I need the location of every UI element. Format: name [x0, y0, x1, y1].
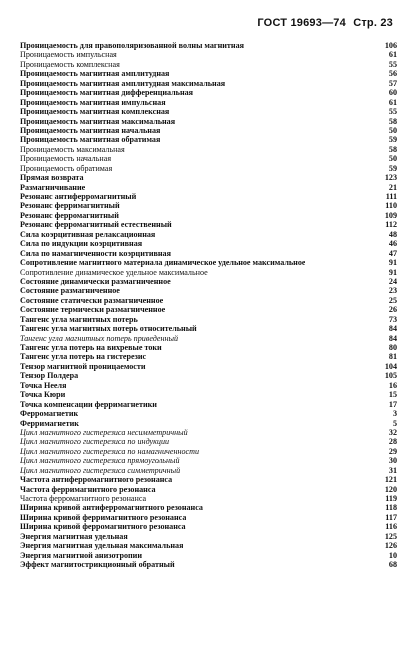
index-entry: [20, 334, 397, 343]
index-term-number: 61: [388, 97, 397, 107]
index-term: Резонанс ферримагнитный: [20, 201, 120, 211]
index-term-number: 91: [388, 267, 397, 277]
index-term-number: 109: [384, 210, 397, 220]
index-entry: [20, 305, 397, 314]
index-term: Состояние статически размагниченное: [20, 295, 164, 305]
index-entry: [20, 220, 397, 229]
index-term: Прямая возврата: [20, 173, 84, 183]
index-term: Проницаемость начальная: [20, 154, 112, 164]
index-term-number: 105: [384, 371, 397, 381]
index-term: Ширина кривой антиферромагнитного резонанса: [20, 503, 203, 513]
index-term-number: 24: [388, 276, 397, 286]
index-entry: [20, 268, 397, 277]
index-term-number: 84: [388, 333, 397, 343]
index-term: Тензор Полдера: [20, 371, 79, 381]
index-term-number: 112: [385, 220, 397, 230]
index-entry: [20, 485, 397, 494]
index-entry: [20, 475, 397, 484]
index-entry: [20, 419, 397, 428]
index-entry: [20, 201, 397, 210]
index-term: Тангенс угла потерь на гистерезис: [20, 352, 147, 362]
index-term-number: 104: [384, 361, 397, 371]
index-term-number: 28: [388, 437, 397, 447]
index-entry: [20, 173, 397, 182]
index-term-number: 25: [388, 295, 397, 305]
index-term-number: 116: [385, 522, 397, 532]
index-entry: [20, 362, 397, 371]
index-entry: [20, 494, 397, 503]
index-entry: [20, 551, 397, 560]
index-term-number: 17: [388, 399, 397, 409]
index-term: Ширина кривой ферримагнитного резонанса: [20, 512, 187, 522]
index-term-number: 31: [388, 465, 397, 475]
index-term-number: 111: [385, 192, 397, 201]
index-entry: [20, 135, 397, 144]
index-entry: [20, 381, 397, 390]
index-entry: [20, 503, 397, 512]
index-term: Проницаемость обратимая: [20, 163, 113, 173]
index-term: Цикл магнитного гистерезиса по индукции: [20, 437, 170, 447]
index-term-number: 68: [388, 560, 397, 570]
index-term-number: 46: [388, 239, 397, 249]
index-term: Сила по намагниченности коэрцитивная: [20, 248, 171, 258]
index-entry: [20, 249, 397, 258]
index-term-number: 5: [392, 418, 397, 428]
index-term: Резонанс антиферромагнитный: [20, 192, 137, 201]
index-entry: [20, 69, 397, 78]
index-term-number: 110: [385, 201, 397, 211]
index-entry: [20, 98, 397, 107]
index-term: Состояние динамически размагниченное: [20, 276, 171, 286]
index-term-number: 48: [388, 229, 397, 239]
index-entry: [20, 126, 397, 135]
index-entry: [20, 192, 397, 201]
index-entry: [20, 79, 397, 88]
index-term-number: 118: [385, 503, 397, 513]
index-term-number: 60: [388, 88, 397, 98]
index-term: Точка Кюри: [20, 390, 66, 400]
index-entry: [20, 352, 397, 361]
index-term-number: 117: [385, 512, 397, 522]
index-term-number: 123: [384, 173, 397, 183]
index-term-number: 126: [384, 541, 397, 551]
index-term-number: 26: [388, 305, 397, 315]
index-entry: [20, 164, 397, 173]
index-term: Сила по индукции коэрцитивная: [20, 239, 143, 249]
index-term: Резонанс ферромагнитный: [20, 210, 119, 220]
index-entry: [20, 343, 397, 352]
index-term-number: 32: [388, 427, 397, 437]
index-term-number: 59: [388, 135, 397, 145]
index-term-number: 59: [388, 163, 397, 173]
index-entry: [20, 60, 397, 69]
index-term: Цикл магнитного гистерезиса прямоугольный: [20, 456, 180, 466]
index-entry: [20, 315, 397, 324]
index-entry: [20, 447, 397, 456]
index-entry: [20, 286, 397, 295]
index-term: Проницаемость для правополяризованной волны магнитная: [20, 41, 245, 50]
index-entry: [20, 145, 397, 154]
index-term: Проницаемость магнитная начальная: [20, 125, 161, 135]
index-term: Энергия магнитная удельная максимальная: [20, 541, 184, 551]
index-term-number: 73: [388, 314, 397, 324]
index-entry: [20, 513, 397, 522]
index-entry: [20, 183, 397, 192]
index-entry: [20, 522, 397, 531]
index-entry: [20, 409, 397, 418]
index-term: Частота ферромагнитного резонанса: [20, 494, 147, 503]
index-term: Сопротивление динамическое удельное максимальное: [20, 267, 208, 277]
index-entry: [20, 532, 397, 541]
index-term: Состояние размагниченное: [20, 286, 120, 296]
index-entry: [20, 428, 397, 437]
index-term: Ширина кривой ферромагнитного резонанса: [20, 522, 186, 532]
index-term: Цикл магнитного гистерезиса по намагниченности: [20, 446, 200, 456]
index-term: Проницаемость магнитная обратимая: [20, 135, 161, 145]
index-term-number: 55: [388, 107, 397, 117]
index-term: Проницаемость магнитная импульсная: [20, 97, 166, 107]
index-term: Энергия магнитная удельная: [20, 531, 128, 541]
index-term-number: 30: [388, 456, 397, 466]
index-term: Размагничивание: [20, 182, 86, 192]
index-term-number: 80: [388, 343, 397, 352]
index-term: Проницаемость максимальная: [20, 144, 125, 154]
index-term: Резонанс ферромагнитный естественный: [20, 220, 172, 230]
index-term: Эффект магнитострикционный обратный: [20, 560, 175, 570]
index-entry: [20, 437, 397, 446]
index-term-number: 16: [388, 380, 397, 390]
index-term-number: 3: [392, 409, 397, 419]
index-entry: [20, 560, 397, 569]
term-index-list: [20, 41, 397, 570]
index-term-number: 56: [388, 69, 397, 79]
index-term-number: 15: [388, 390, 397, 400]
index-term: Тангенс угла потерь на вихревые токи: [20, 343, 162, 352]
index-entry: [20, 88, 397, 97]
index-term: Проницаемость магнитная дифференциальная: [20, 88, 194, 98]
index-term: Сила коэрцитивная релаксационная: [20, 229, 156, 239]
index-term: Частота ферримагнитного резонанса: [20, 484, 156, 494]
index-term-number: 84: [388, 324, 397, 334]
page-header: [257, 17, 393, 29]
index-term: Тангенс угла магнитных потерь относительный: [20, 324, 197, 334]
index-term: Тангенс угла магнитных потерь приведенный: [20, 333, 179, 343]
index-term-number: 61: [388, 50, 397, 60]
index-entry: [20, 107, 397, 116]
index-term-number: 47: [388, 248, 397, 258]
index-entry: [20, 390, 397, 399]
index-term: Частота антиферромагнитного резонанса: [20, 475, 173, 485]
index-entry: [20, 324, 397, 333]
index-entry: [20, 466, 397, 475]
index-term: Ферромагнетик: [20, 409, 79, 419]
index-entry: [20, 400, 397, 409]
index-term: Проницаемость импульсная: [20, 50, 117, 60]
index-entry: [20, 154, 397, 163]
index-term-number: 81: [388, 352, 397, 362]
index-term: Ферримагнетик: [20, 418, 79, 428]
index-entry: [20, 258, 397, 267]
index-term-number: 23: [388, 286, 397, 296]
index-term-number: 50: [388, 125, 397, 135]
index-entry: [20, 211, 397, 220]
index-term: Цикл магнитного гистерезиса несимметричный: [20, 427, 188, 437]
index-term-number: 50: [388, 154, 397, 164]
index-entry: [20, 41, 397, 50]
index-entry: [20, 456, 397, 465]
index-term-number: 21: [388, 182, 397, 192]
index-term-number: 120: [384, 484, 397, 494]
index-entry: [20, 117, 397, 126]
index-term: Проницаемость магнитная максимальная: [20, 116, 176, 126]
index-entry: [20, 371, 397, 380]
index-term-number: 58: [388, 144, 397, 154]
index-term: Тензор магнитной проницаемости: [20, 361, 146, 371]
index-entry: [20, 50, 397, 59]
index-entry: [20, 296, 397, 305]
index-term: Точка компенсации ферримагнетики: [20, 399, 157, 409]
gost-number: ГОСТ 19693—74: [257, 17, 346, 29]
index-term-number: 121: [384, 475, 397, 485]
index-term: Проницаемость магнитная амплитудная: [20, 69, 170, 79]
index-term-number: 57: [388, 78, 397, 88]
index-term: Проницаемость магнитная амплитудная максимальная: [20, 78, 226, 88]
index-term-number: 91: [388, 258, 397, 268]
index-entry: [20, 541, 397, 550]
index-term: Проницаемость магнитная комплексная: [20, 107, 170, 117]
index-term: Цикл магнитного гистерезиса симметричный: [20, 465, 181, 475]
index-term: Проницаемость комплексная: [20, 59, 120, 69]
index-term-number: 119: [385, 494, 397, 503]
index-entry: [20, 277, 397, 286]
index-term-number: 125: [384, 531, 397, 541]
index-term: Точка Нееля: [20, 380, 67, 390]
index-term: Состояние термически размагниченное: [20, 305, 166, 315]
index-term: Сопротивление магнитного материала динамическое удельное максимальное: [20, 258, 306, 268]
index-term-number: 106: [384, 41, 397, 50]
index-entry: [20, 239, 397, 248]
index-term-number: 10: [388, 550, 397, 560]
index-entry: [20, 230, 397, 239]
index-term-number: 58: [388, 116, 397, 126]
index-term: Энергия магнитной анизотропии: [20, 550, 142, 560]
index-term-number: 55: [388, 59, 397, 69]
index-term: Тангенс угла магнитных потерь: [20, 314, 138, 324]
page-number: Стр. 23: [353, 17, 393, 29]
index-term-number: 29: [388, 446, 397, 456]
